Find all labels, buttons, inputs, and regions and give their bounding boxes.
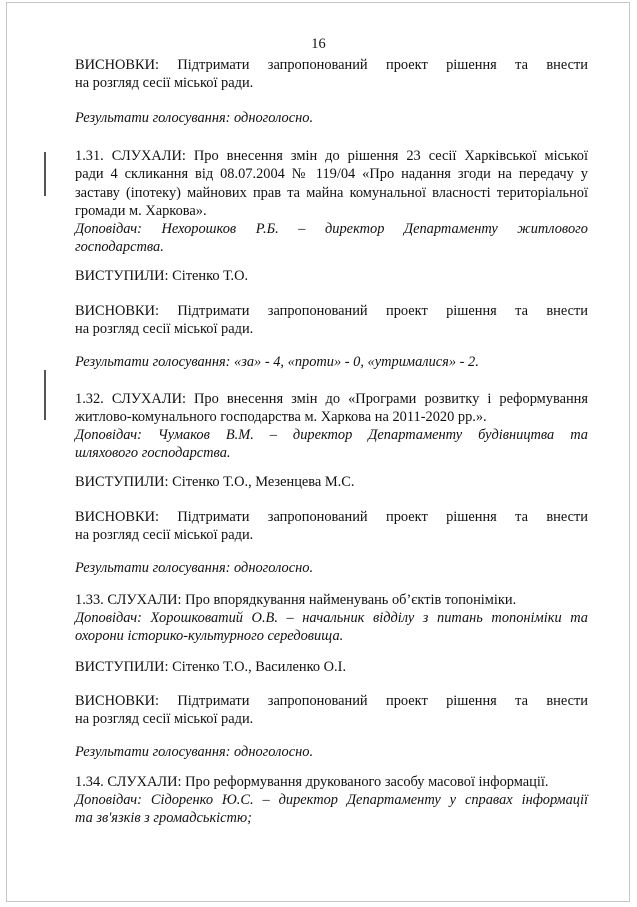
conclusion-line: на розгляд сесії міської ради.: [75, 75, 254, 91]
speaker-line: господарства.: [75, 239, 164, 255]
conclusion-line: на розгляд сесії міської ради.: [75, 527, 254, 543]
spoke-line: ВИСТУПИЛИ: Сітенко Т.О.: [75, 268, 249, 284]
item-heard-line: 1.33. СЛУХАЛИ: Про впорядкування найменувань об’єктів топоніміки.: [75, 592, 517, 608]
conclusion-line: ВИСНОВКИ: Підтримати запропонований проект рішення та внести: [75, 693, 588, 709]
speaker-line: та зв'язків з громадськістю;: [75, 810, 252, 826]
spoke-line: ВИСТУПИЛИ: Сітенко Т.О., Мезенцева М.С.: [75, 474, 355, 490]
vote-result: Результати голосування: одноголосно.: [75, 560, 314, 576]
item-heard-line: заставу (іпотеку) майнових прав та майна комунальної власності територіальної: [75, 185, 588, 201]
vote-result: Результати голосування: одноголосно.: [75, 744, 314, 760]
margin-mark: [44, 370, 46, 420]
spoke-line: ВИСТУПИЛИ: Сітенко Т.О., Василенко О.І.: [75, 659, 347, 675]
conclusion-line: ВИСНОВКИ: Підтримати запропонований проект рішення та внести: [75, 509, 588, 525]
item-heard-line: громади м. Харкова».: [75, 203, 207, 219]
item-heard-line: 1.34. СЛУХАЛИ: Про реформування друкованого засобу масової інформації.: [75, 774, 549, 790]
conclusion-line: на розгляд сесії міської ради.: [75, 321, 254, 337]
item-heard-line: ради 4 скликання від 08.07.2004 № 119/04 «Про надання згоди на передачу у: [75, 166, 588, 182]
speaker-line: Доповідач: Хорошковатий О.В. – начальник відділу з питань топоніміки та: [75, 610, 588, 626]
speaker-line: Доповідач: Чумаков В.М. – директор Департаменту будівництва та: [75, 427, 588, 443]
speaker-line: шляхового господарства.: [75, 445, 231, 461]
vote-result: Результати голосування: одноголосно.: [75, 110, 314, 126]
conclusion-line: ВИСНОВКИ: Підтримати запропонований проект рішення та внести: [75, 57, 588, 73]
conclusion-line: ВИСНОВКИ: Підтримати запропонований проект рішення та внести: [75, 303, 588, 319]
margin-mark: [44, 152, 46, 196]
speaker-line: Доповідач: Нехорошков Р.Б. – директор Департаменту житлового: [75, 221, 588, 237]
item-heard-line: 1.32. СЛУХАЛИ: Про внесення змін до «Програми розвитку і реформування: [75, 391, 588, 407]
page-number: 16: [311, 36, 326, 52]
speaker-line: охорони історико-культурного середовища.: [75, 628, 344, 644]
conclusion-line: на розгляд сесії міської ради.: [75, 711, 254, 727]
item-heard-line: житлово-комунального господарства м. Харкова на 2011-2020 рр.».: [75, 409, 487, 425]
vote-result: Результати голосування: «за» - 4, «проти» - 0, «утрималися» - 2.: [75, 354, 479, 370]
item-heard-line: 1.31. СЛУХАЛИ: Про внесення змін до рішення 23 сесії Харківської міської: [75, 148, 588, 164]
speaker-line: Доповідач: Сідоренко Ю.С. – директор Департаменту у справах інформації: [75, 792, 588, 808]
